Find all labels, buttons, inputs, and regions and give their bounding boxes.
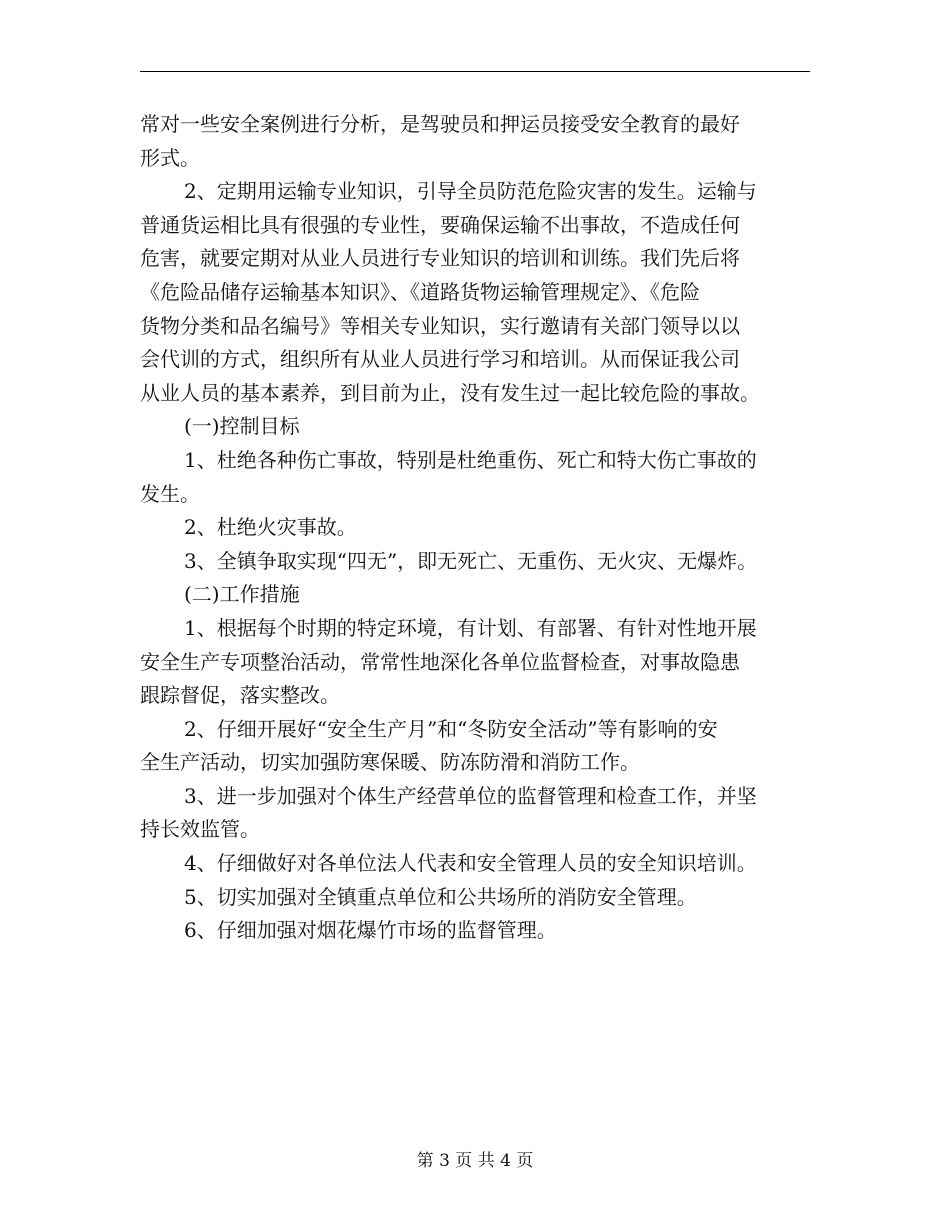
measure-item-1: 1、根据每个时期的特定环境，有计划、有部署、有针对性地开展 — [184, 615, 757, 640]
text-line: 从业人员的基本素养，到目前为止，没有发生过一起比较危险的事故。 — [140, 380, 760, 405]
target-item-2: 2、杜绝火灾事故。 — [184, 515, 357, 540]
text-line: 会代训的方式，组织所有从业人员进行学习和培训。从而保证我公司 — [140, 347, 740, 372]
text-line: 《危险品储存运输基本知识》、《道路货物运输管理规定》、《危险 — [140, 279, 700, 304]
text-line: 危害，就要定期对从业人员进行专业知识的培训和训练。我们先后将 — [140, 246, 740, 271]
text-line: 跟踪督促，落实整改。 — [140, 683, 340, 708]
document-body — [140, 108, 812, 948]
text-line: 全生产活动，切实加强防寒保暖、防冻防滑和消防工作。 — [140, 750, 640, 775]
measure-item-6: 6、仔细加强对烟花爆竹市场的监督管理。 — [184, 918, 557, 943]
text-line: 安全生产专项整治活动，常常性地深化各单位监督检查，对事故隐患 — [140, 649, 740, 674]
text-line: 形式。 — [140, 145, 200, 170]
page-number-footer: 第 3 页 共 4 页 — [416, 1151, 534, 1171]
target-item-1: 1、杜绝各种伤亡事故，特别是杜绝重伤、死亡和特大伤亡事故的 — [184, 447, 757, 472]
measure-item-4: 4、仔细做好对各单位法人代表和安全管理人员的安全知识培训。 — [184, 851, 757, 876]
target-item-3: 3、全镇争取实现“四无”，即无死亡、无重伤、无火灾、无爆炸。 — [184, 548, 758, 573]
text-line: 普通货运相比具有很强的专业性，要确保运输不出事故，不造成任何 — [140, 212, 740, 237]
measure-item-5: 5、切实加强对全镇重点单位和公共场所的消防安全管理。 — [184, 884, 697, 909]
header-rule — [140, 71, 810, 72]
text-line: 发生。 — [140, 481, 200, 506]
text-line: 货物分类和品名编号》等相关专业知识，实行邀请有关部门领导以以 — [140, 313, 740, 338]
text-line: 常对一些安全案例进行分析，是驾驶员和押运员接受安全教育的最好 — [140, 112, 740, 136]
measure-item-2: 2、仔细开展好“安全生产月”和“冬防安全活动”等有影响的安 — [184, 716, 718, 741]
text-line: 持长效监管。 — [140, 817, 260, 842]
paragraph-item-2: 2、定期用运输专业知识，引导全员防范危险灾害的发生。运输与 — [184, 179, 757, 204]
section-heading-work-measures: (二)工作措施 — [184, 582, 300, 607]
measure-item-3: 3、进一步加强对个体生产经营单位的监督管理和检查工作，并坚 — [184, 783, 757, 808]
section-heading-control-targets: (一)控制目标 — [184, 414, 300, 439]
